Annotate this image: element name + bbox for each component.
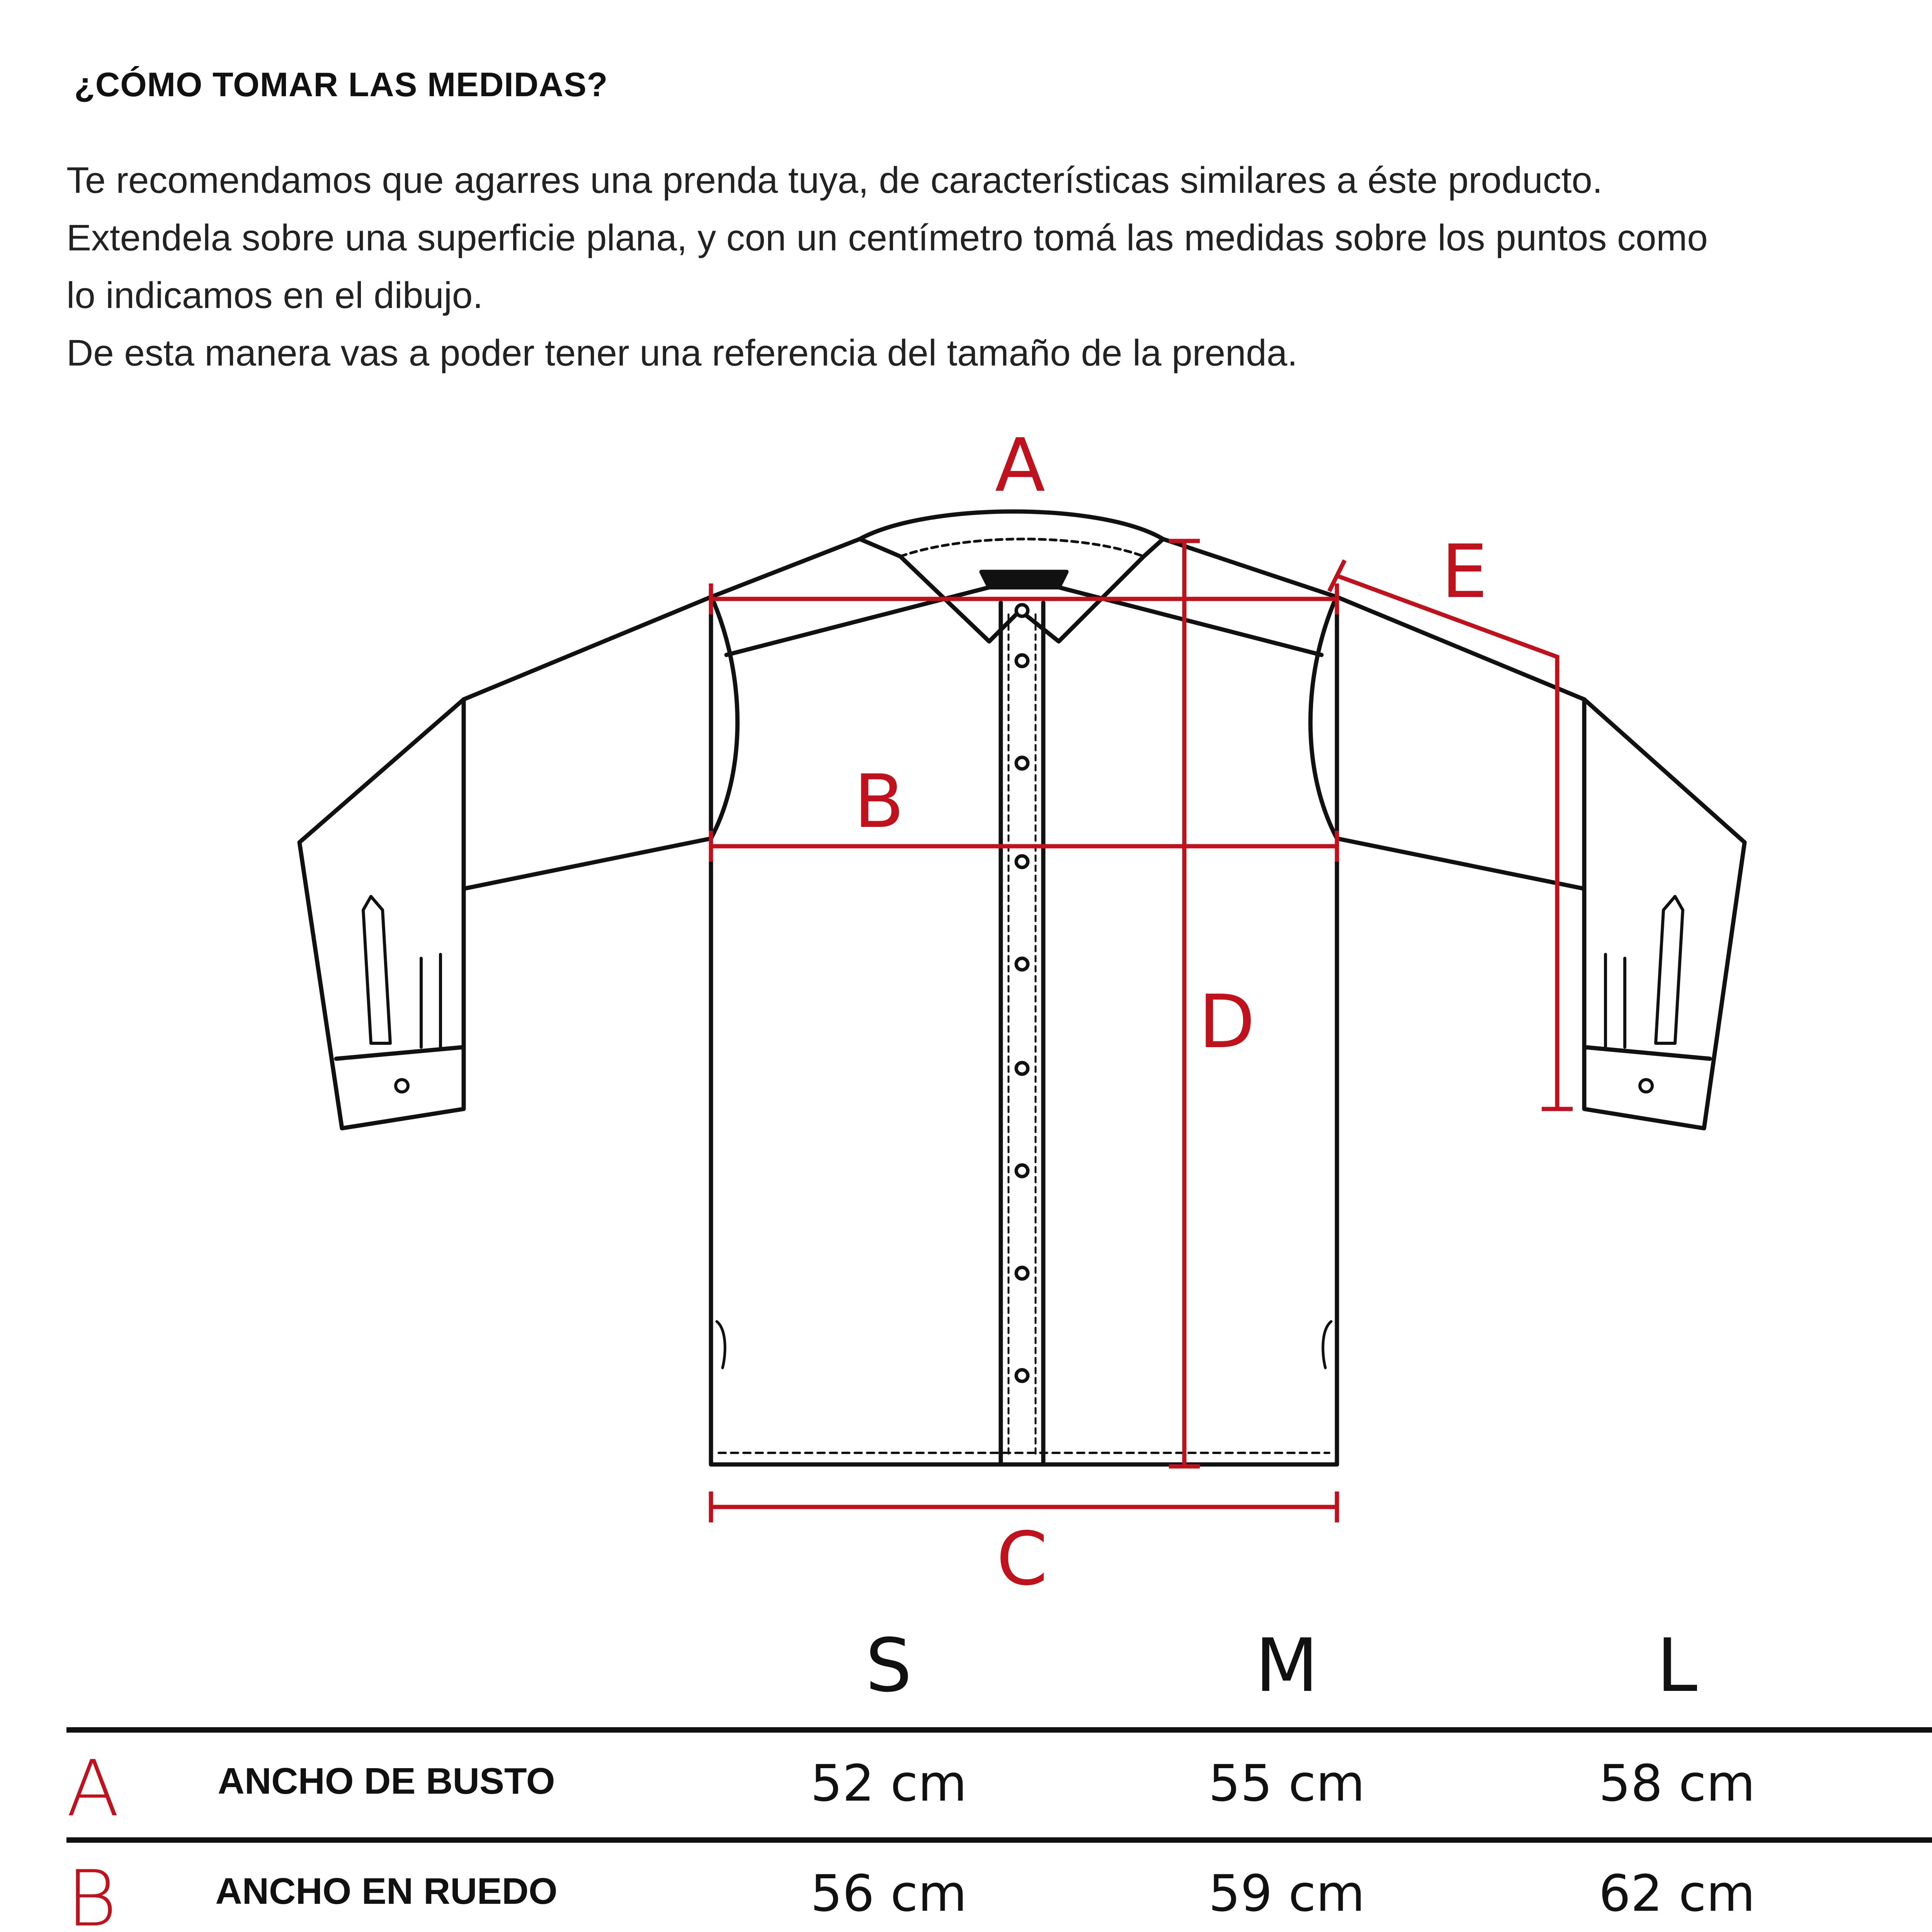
value-cell: 59 cm <box>1208 1864 1365 1923</box>
size-header-l: L <box>1656 1623 1697 1708</box>
table-rule <box>66 1837 1932 1843</box>
diagram-label-b: B <box>854 759 905 844</box>
intro-text <box>66 151 1932 382</box>
size-header-s: S <box>865 1623 912 1708</box>
intro-line: lo indicamos en el dibujo. <box>66 275 483 316</box>
page-title: ¿CÓMO TOMAR LAS MEDIDAS? <box>74 65 608 104</box>
intro-line: Te recomendamos que agarres una prenda tuya, de características similares a éste producto. <box>66 160 1603 201</box>
value-cell: 55 cm <box>1208 1754 1365 1813</box>
shirt-buttons <box>1016 605 1028 1381</box>
intro-line: De esta manera vas a poder tener una referencia del tamaño de la prenda. <box>66 332 1298 374</box>
diagram-label-d: D <box>1198 979 1255 1065</box>
intro-line: Extendela sobre una superficie plana, y con un centímetro tomá las medidas sobre los puntos como <box>66 217 1708 259</box>
row-label: ANCHO EN RUEDO <box>215 1871 558 1912</box>
measure-line-d <box>1169 541 1200 1466</box>
left-sleeve <box>299 597 711 1128</box>
shirt-measurement-diagram <box>0 417 1932 1600</box>
collar <box>860 512 1163 539</box>
table-rule <box>66 1727 1932 1733</box>
button-placket <box>1001 603 1043 1464</box>
diagram-label-a: A <box>995 423 1045 508</box>
row-letter: B <box>66 1854 117 1932</box>
right-sleeve <box>1337 597 1745 1128</box>
value-cell: 52 cm <box>810 1754 967 1813</box>
value-cell: 56 cm <box>810 1864 967 1923</box>
row-label: ANCHO DE BUSTO <box>218 1760 555 1802</box>
diagram-label-c: C <box>996 1516 1048 1600</box>
value-cell: 58 cm <box>1599 1754 1755 1813</box>
diagram-label-e: E <box>1441 529 1488 614</box>
row-letter: A <box>66 1744 119 1834</box>
size-header-m: M <box>1255 1623 1318 1708</box>
value-cell: 62 cm <box>1599 1864 1755 1923</box>
